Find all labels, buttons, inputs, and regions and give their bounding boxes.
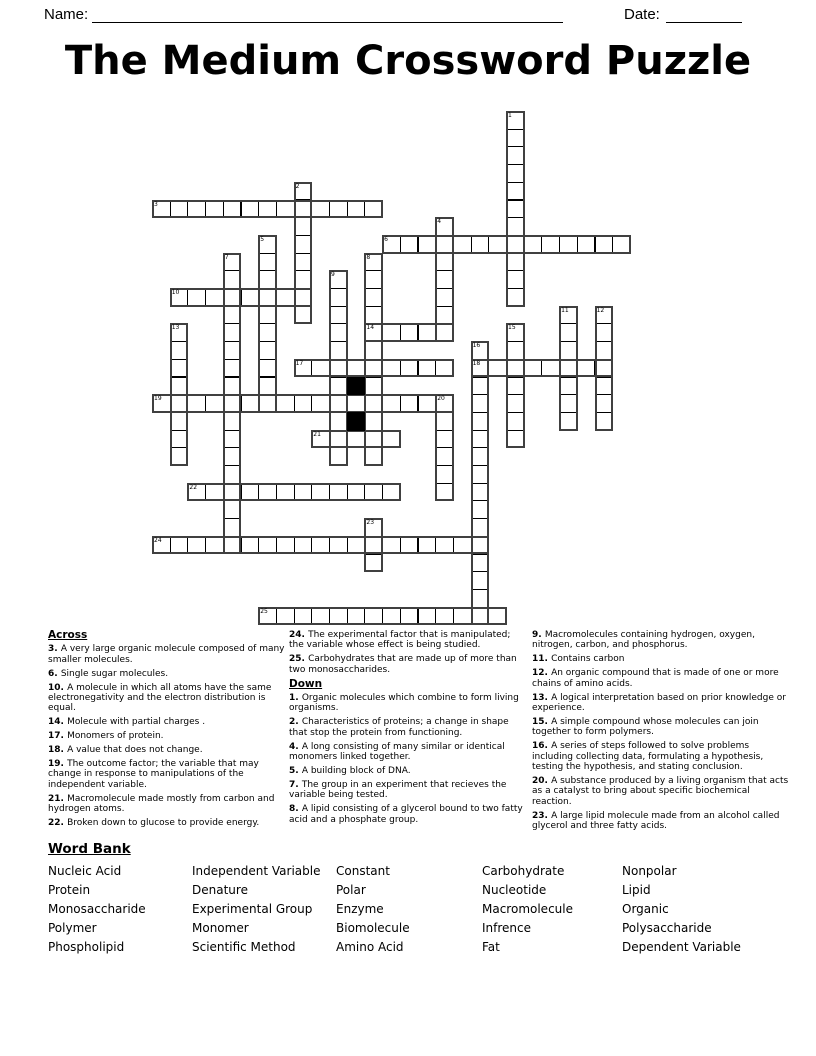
word-bank-item: Polar	[336, 882, 366, 897]
clue-16: 16. A series of steps followed to solve problems including collecting data, formulating a hypothesis, testing the hypothesis, and stating conclusion.	[532, 741, 764, 772]
clue-23: 23. A large lipid molecule made from an alcohol called glycerol and three fatty acids.	[532, 810, 780, 831]
cell-number: 4	[437, 218, 442, 226]
word-bank-item: Biomolecule	[336, 920, 410, 935]
clue-number: 12.	[532, 668, 552, 679]
clue-8: 8. A lipid consisting of a glycerol bound to two fatty acid and a phosphate group.	[289, 804, 523, 825]
word-bank-item: Lipid	[622, 882, 651, 897]
clue-number: 22.	[48, 818, 68, 829]
cell-number: 1	[508, 112, 512, 119]
clue-1: 1. Organic molecules which combine to form living organisms.	[289, 693, 519, 714]
clue-number: 6.	[48, 668, 61, 679]
clue-number: 19.	[48, 759, 68, 770]
word-bank-column	[48, 862, 146, 956]
word-bank-item: Experimental Group	[192, 901, 313, 916]
word-bank-item: Constant	[336, 864, 390, 878]
clue-number: 14.	[48, 717, 68, 728]
cell-number: 14	[366, 324, 375, 332]
clue-number: 10.	[48, 682, 68, 693]
clue-22: 22. Broken down to glucose to provide energy.	[48, 818, 260, 829]
clues-column-middle	[289, 630, 526, 829]
cell-number: 11	[561, 306, 569, 314]
clue-11: 11. Contains carbon	[532, 654, 625, 665]
clue-25: 25. Carbohydrates that are made up of more than two monosaccharides.	[289, 654, 517, 675]
clue-17: 17. Monomers of protein.	[48, 731, 164, 742]
word-bank-item: Organic	[622, 901, 669, 916]
word-bank-item: Nonpolar	[622, 864, 677, 878]
clue-2: 2. Characteristics of proteins; a change in shape that stop the protein from functioning.	[289, 717, 509, 738]
word-outline-20-down	[435, 394, 454, 501]
clue-number: 4.	[289, 741, 302, 752]
word-bank-column	[192, 862, 320, 956]
clue-number: 15.	[532, 716, 552, 727]
black-cell	[347, 412, 366, 431]
cell-number: 9	[331, 271, 335, 279]
clue-number: 3.	[48, 644, 61, 655]
clue-section-header: Down	[289, 677, 323, 690]
word-bank-item: Macromolecule	[482, 901, 573, 916]
clue-number: 20.	[532, 775, 552, 786]
clue-19: 19. The outcome factor; the variable that may change in response to manipulations of the independent variable.	[48, 759, 259, 790]
word-bank-item: Scientific Method	[192, 939, 296, 954]
word-bank-item: Phospholipid	[48, 939, 125, 954]
clue-5: 5. A building block of DNA.	[289, 765, 411, 776]
clue-6: 6. Single sugar molecules.	[48, 668, 169, 679]
clue-number: 21.	[48, 793, 68, 804]
clue-24: 24. The experimental factor that is manipulated; the variable whose effect is being studied.	[289, 630, 511, 651]
cell-number: 17	[295, 359, 304, 367]
clue-number: 8.	[289, 804, 302, 815]
clue-number: 23.	[532, 810, 552, 821]
cell-number: 13	[171, 324, 180, 332]
clues-column-left	[48, 630, 286, 832]
cell-number: 20	[437, 395, 445, 403]
word-bank-item: Protein	[48, 882, 91, 897]
clue-10: 10. A molecule in which all atoms have the same electronegativity and the electron distribution is equal.	[48, 682, 272, 714]
clue-20: 20. A substance produced by a living organism that acts as a catalyst to bring about specific biochemical reaction.	[532, 775, 789, 807]
cell-number: 7	[224, 253, 229, 261]
cell-number: 25	[260, 607, 268, 615]
clue-15: 15. A simple compound whose molecules can join together to form polymers.	[532, 716, 759, 738]
clue-number: 16.	[532, 741, 552, 752]
cell-number: 10	[171, 289, 180, 296]
clue-number: 9.	[532, 630, 545, 640]
word-outline-6-across	[382, 235, 631, 254]
clue-18: 18. A value that does not change.	[48, 745, 203, 756]
word-outline-5-down	[258, 235, 277, 413]
cell-number: 3	[154, 200, 158, 208]
clue-14: 14. Molecule with partial charges .	[48, 717, 206, 728]
black-cell	[347, 377, 366, 396]
cell-number: 23	[366, 519, 375, 527]
clues-column-right	[532, 630, 790, 835]
word-bank-item: Nucleotide	[482, 882, 547, 897]
word-bank-item: Nucleic Acid	[48, 864, 122, 878]
word-outline-19-across	[152, 394, 454, 413]
word-outline-14-across	[364, 323, 454, 342]
word-bank-item: Polysaccharide	[622, 920, 712, 935]
word-outline-21-across	[311, 430, 401, 449]
cell-number: 16	[472, 342, 481, 350]
cell-number: 5	[260, 235, 265, 243]
clue-number: 2.	[289, 717, 302, 728]
word-bank-column	[336, 862, 410, 956]
word-outline-15-down	[506, 323, 525, 448]
clue-number: 5.	[289, 765, 302, 776]
word-bank-item: Monosaccharide	[48, 901, 146, 916]
cell-number: 12	[596, 306, 605, 314]
word-bank-item: Amino Acid	[336, 939, 404, 954]
word-bank-item: Dependent Variable	[622, 939, 741, 954]
clue-number: 1.	[289, 693, 302, 704]
word-outline-24-across	[152, 536, 489, 555]
cell-number: 19	[154, 395, 162, 403]
clue-number: 17.	[48, 731, 68, 742]
clue-7: 7. The group in an experiment that recieves the variable being tested.	[289, 779, 507, 801]
word-outline-1-down	[506, 111, 525, 307]
clue-4: 4. A long consisting of many similar or identical monomers linked together.	[289, 741, 505, 763]
word-bank-item: Fat	[482, 939, 500, 954]
clue-number: 25.	[289, 654, 309, 665]
word-bank-item: Polymer	[48, 920, 97, 935]
name-label: Name:	[44, 6, 89, 23]
clue-section-header: Across	[48, 629, 88, 641]
cell-number: 24	[154, 536, 162, 544]
word-bank-column	[482, 862, 573, 956]
clue-9: 9. Macromolecules containing hydrogen, oxygen, nitrogen, carbon, and phosphorus.	[532, 630, 755, 651]
cell-number: 6	[384, 235, 388, 243]
cell-number: 18	[472, 359, 481, 367]
clue-number: 24.	[289, 630, 309, 640]
word-outline-22-across	[187, 483, 400, 502]
word-bank-item: Monomer	[192, 920, 249, 935]
clue-13: 13. A logical interpretation based on prior knowledge or experience.	[532, 692, 786, 713]
word-outline-16-down	[471, 341, 490, 625]
word-bank-item: Carbohydrate	[482, 864, 565, 878]
clue-number: 18.	[48, 745, 68, 756]
clue-number: 11.	[532, 654, 552, 665]
cell-number: 15	[508, 324, 516, 332]
cell-number: 8	[366, 253, 371, 261]
word-outline-18-across	[471, 359, 614, 378]
word-bank-item: Denature	[192, 882, 248, 897]
clue-number: 13.	[532, 692, 552, 703]
page-title: The Medium Crossword Puzzle	[64, 38, 752, 84]
word-outline-17-across	[294, 359, 454, 378]
cell-number: 21	[313, 430, 321, 438]
word-bank-header: Word Bank	[48, 841, 131, 857]
date-label: Date:	[624, 6, 660, 23]
clue-3: 3. A very large organic molecule composed of many smaller molecules.	[48, 644, 285, 665]
word-outline-3-across	[152, 200, 383, 219]
cell-number: 22	[189, 483, 198, 491]
word-bank-column	[622, 862, 741, 956]
word-outline-25-across	[258, 607, 507, 626]
word-bank-item: Infrence	[482, 920, 532, 935]
word-outline-10-across	[170, 288, 313, 307]
clue-21: 21. Macromolecule made mostly from carbon and hydrogen atoms.	[48, 793, 275, 815]
word-bank-item: Independent Variable	[192, 864, 321, 878]
word-bank-item: Enzyme	[336, 901, 384, 916]
clue-number: 7.	[289, 779, 302, 790]
cell-number: 2	[295, 182, 300, 190]
clue-12: 12. An organic compound that is made of one or more chains of amino acids.	[532, 668, 779, 689]
